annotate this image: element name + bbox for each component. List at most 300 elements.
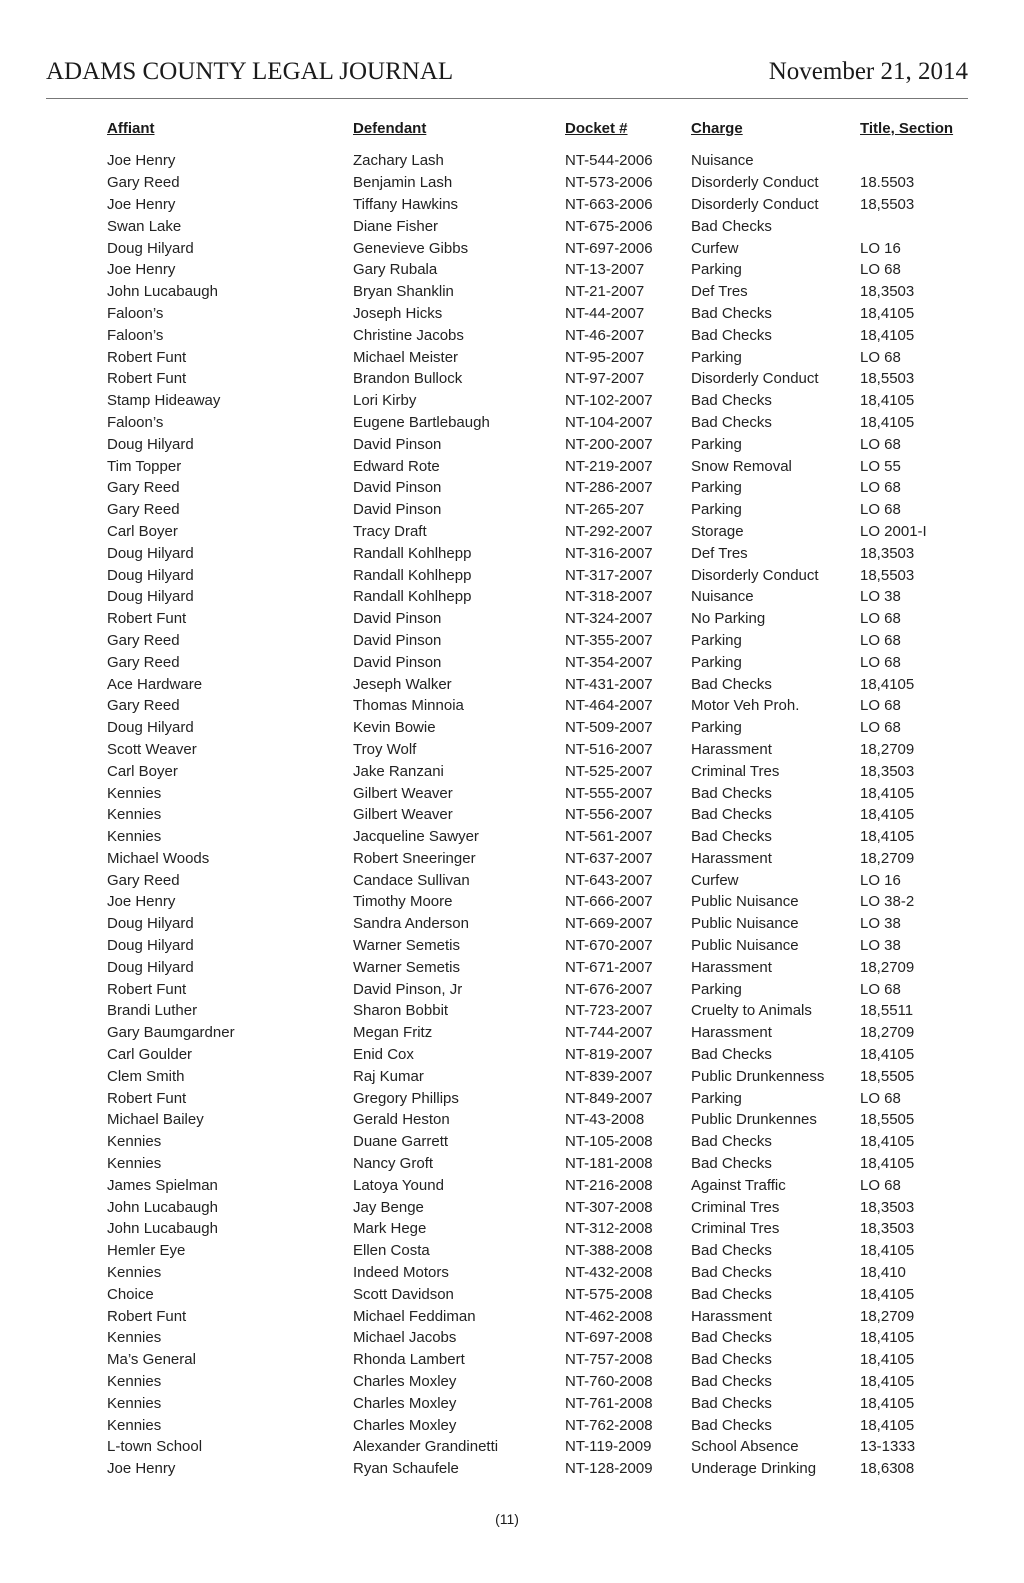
table-row: [107, 1000, 960, 1022]
charge-cell: Harassment: [691, 849, 772, 867]
affiant-cell: John Lucabaugh: [107, 1198, 218, 1216]
table-row: [107, 564, 960, 586]
table-row: [107, 477, 960, 499]
docket-cell: NT-675-2006: [565, 217, 653, 235]
table-row: [107, 848, 960, 870]
charge-cell: Harassment: [691, 1307, 772, 1325]
affiant-cell: James Spielman: [107, 1176, 218, 1194]
affiant-cell: Joe Henry: [107, 261, 176, 279]
defendant-cell: Genevieve Gibbs: [353, 239, 469, 257]
defendant-cell: Edward Rote: [353, 457, 440, 475]
docket-cell: NT-462-2008: [565, 1307, 653, 1325]
table-row: [107, 869, 960, 891]
defendant-cell: Bryan Shanklin: [353, 283, 454, 301]
table-row: [107, 586, 960, 608]
affiant-cell: Doug Hilyard: [107, 958, 194, 976]
table-row: [107, 782, 960, 804]
affiant-cell: Kennies: [107, 784, 162, 802]
affiant-cell: Carl Boyer: [107, 522, 178, 540]
affiant-cell: Swan Lake: [107, 217, 182, 235]
column-header-affiant: Affiant: [107, 120, 155, 137]
charge-cell: Def Tres: [691, 283, 748, 301]
table-row: [107, 608, 960, 630]
title-section-cell: 18,4105: [860, 1373, 915, 1391]
defendant-cell: David Pinson: [353, 479, 442, 497]
defendant-cell: Jake Ranzani: [353, 762, 444, 780]
docket-cell: NT-104-2007: [565, 413, 653, 431]
table-row: [107, 412, 960, 434]
docket-cell: NT-723-2007: [565, 1002, 653, 1020]
affiant-cell: Carl Goulder: [107, 1046, 193, 1064]
charge-cell: Bad Checks: [691, 1046, 772, 1064]
docket-cell: NT-316-2007: [565, 544, 653, 562]
docket-cell: NT-431-2007: [565, 675, 653, 693]
docket-cell: NT-216-2008: [565, 1176, 653, 1194]
charge-cell: Public Nuisance: [691, 915, 799, 933]
docket-cell: NT-819-2007: [565, 1046, 653, 1064]
title-section-cell: LO 16: [860, 871, 901, 889]
title-section-cell: LO 68: [860, 719, 901, 737]
journal-title: ADAMS COUNTY LEGAL JOURNAL: [46, 58, 454, 85]
charge-cell: Public Drunkenness: [691, 1067, 825, 1085]
title-section-cell: 18,3503: [860, 762, 915, 780]
docket-cell: NT-102-2007: [565, 392, 653, 410]
defendant-cell: Gregory Phillips: [353, 1089, 459, 1107]
affiant-cell: Kennies: [107, 1329, 162, 1347]
charge-cell: Bad Checks: [691, 1351, 772, 1369]
table-row: [107, 673, 960, 695]
docket-cell: NT-761-2008: [565, 1394, 653, 1412]
affiant-cell: Robert Funt: [107, 348, 187, 366]
title-section-cell: LO 38: [860, 937, 901, 955]
table-row: [107, 1022, 960, 1044]
defendant-cell: Warner Semetis: [353, 937, 460, 955]
title-section-cell: 18,4105: [860, 392, 915, 410]
affiant-cell: Gary Baumgardner: [107, 1024, 235, 1042]
title-section-cell: 18,5503: [860, 566, 915, 584]
title-section-cell: LO 38: [860, 588, 901, 606]
affiant-cell: Joe Henry: [107, 195, 176, 213]
table-row: [107, 215, 960, 237]
page-number: (11): [495, 1511, 519, 1527]
charge-cell: Parking: [691, 479, 742, 497]
docket-cell: NT-556-2007: [565, 806, 653, 824]
charge-cell: Bad Checks: [691, 1329, 772, 1347]
defendant-cell: Enid Cox: [353, 1046, 414, 1064]
masthead: [46, 58, 968, 99]
docket-cell: NT-669-2007: [565, 915, 653, 933]
title-section-cell: LO 2001-I: [860, 522, 927, 540]
defendant-cell: Randall Kohlhepp: [353, 544, 472, 562]
defendant-cell: Charles Moxley: [353, 1416, 457, 1434]
title-section-cell: LO 68: [860, 261, 901, 279]
table-row: [107, 651, 960, 673]
title-section-cell: 18,3503: [860, 283, 915, 301]
charge-cell: Bad Checks: [691, 806, 772, 824]
table-row: [107, 1174, 960, 1196]
affiant-cell: Kennies: [107, 1264, 162, 1282]
affiant-cell: Robert Funt: [107, 980, 187, 998]
defendant-cell: Troy Wolf: [353, 740, 417, 758]
affiant-cell: Doug Hilyard: [107, 566, 194, 584]
charge-cell: Storage: [691, 522, 744, 540]
records-table: [107, 120, 960, 1480]
table-row: [107, 739, 960, 761]
docket-cell: NT-643-2007: [565, 871, 653, 889]
table-row: [107, 695, 960, 717]
defendant-cell: Alexander Grandinetti: [353, 1438, 499, 1456]
defendant-cell: David Pinson: [353, 501, 442, 519]
affiant-cell: Faloon’s: [107, 413, 164, 431]
affiant-cell: L-town School: [107, 1438, 203, 1456]
docket-cell: NT-46-2007: [565, 326, 645, 344]
affiant-cell: Scott Weaver: [107, 740, 197, 758]
title-section-cell: LO 68: [860, 1176, 901, 1194]
affiant-cell: Kennies: [107, 1133, 162, 1151]
docket-cell: NT-849-2007: [565, 1089, 653, 1107]
defendant-cell: David Pinson: [353, 653, 442, 671]
defendant-cell: Zachary Lash: [353, 152, 444, 170]
title-section-cell: 18,3503: [860, 1220, 915, 1238]
docket-cell: NT-432-2008: [565, 1264, 653, 1282]
table-row: [107, 1262, 960, 1284]
charge-cell: Def Tres: [691, 544, 748, 562]
title-section-cell: 18,5505: [860, 1111, 915, 1129]
title-section-cell: 18,4105: [860, 1329, 915, 1347]
table-row: [107, 826, 960, 848]
title-section-cell: 18,4105: [860, 326, 915, 344]
charge-cell: Bad Checks: [691, 413, 772, 431]
defendant-cell: Gilbert Weaver: [353, 784, 453, 802]
table-row: [107, 1458, 960, 1480]
affiant-cell: Robert Funt: [107, 1307, 187, 1325]
defendant-cell: Joseph Hicks: [353, 304, 443, 322]
docket-cell: NT-43-2008: [565, 1111, 645, 1129]
affiant-cell: Robert Funt: [107, 1089, 187, 1107]
charge-cell: Bad Checks: [691, 1285, 772, 1303]
charge-cell: Bad Checks: [691, 392, 772, 410]
charge-cell: Motor Veh Proh.: [691, 697, 800, 715]
affiant-cell: Kennies: [107, 1373, 162, 1391]
defendant-cell: Randall Kohlhepp: [353, 588, 472, 606]
affiant-cell: Kennies: [107, 1394, 162, 1412]
charge-cell: Bad Checks: [691, 304, 772, 322]
charge-cell: Nuisance: [691, 152, 754, 170]
charge-cell: Bad Checks: [691, 1394, 772, 1412]
affiant-cell: Robert Funt: [107, 610, 187, 628]
defendant-cell: Candace Sullivan: [353, 871, 470, 889]
title-section-cell: 18,4105: [860, 828, 915, 846]
docket-cell: NT-555-2007: [565, 784, 653, 802]
title-section-cell: 18,4105: [860, 1416, 915, 1434]
defendant-cell: Warner Semetis: [353, 958, 460, 976]
affiant-cell: Joe Henry: [107, 152, 176, 170]
affiant-cell: Stamp Hideaway: [107, 392, 221, 410]
docket-cell: NT-666-2007: [565, 893, 653, 911]
title-section-cell: 18,2709: [860, 740, 915, 758]
charge-cell: No Parking: [691, 610, 766, 628]
table-row: [107, 172, 960, 194]
docket-cell: NT-573-2006: [565, 174, 653, 192]
title-section-cell: 18,2709: [860, 1024, 915, 1042]
defendant-cell: Sandra Anderson: [353, 915, 469, 933]
table-row: [107, 1087, 960, 1109]
defendant-cell: Gerald Heston: [353, 1111, 450, 1129]
table-row: [107, 1218, 960, 1240]
defendant-cell: Robert Sneeringer: [353, 849, 476, 867]
defendant-cell: Raj Kumar: [353, 1067, 424, 1085]
docket-cell: NT-697-2006: [565, 239, 653, 257]
table-row: [107, 978, 960, 1000]
docket-cell: NT-839-2007: [565, 1067, 653, 1085]
table-row: [107, 804, 960, 826]
title-section-cell: 18,5503: [860, 370, 915, 388]
affiant-cell: John Lucabaugh: [107, 283, 218, 301]
table-row: [107, 433, 960, 455]
docket-cell: NT-697-2008: [565, 1329, 653, 1347]
affiant-cell: Gary Reed: [107, 174, 180, 192]
affiant-cell: Gary Reed: [107, 697, 180, 715]
affiant-cell: Doug Hilyard: [107, 937, 194, 955]
affiant-cell: Ace Hardware: [107, 675, 203, 693]
affiant-cell: Faloon’s: [107, 304, 164, 322]
table-row: [107, 891, 960, 913]
affiant-cell: Kennies: [107, 828, 162, 846]
charge-cell: Disorderly Conduct: [691, 566, 819, 584]
defendant-cell: David Pinson: [353, 610, 442, 628]
affiant-cell: Faloon’s: [107, 326, 164, 344]
charge-cell: School Absence: [691, 1438, 799, 1456]
charge-cell: Against Traffic: [691, 1176, 786, 1194]
charge-cell: Bad Checks: [691, 1133, 772, 1151]
title-section-cell: [860, 215, 960, 237]
table-row: [107, 237, 960, 259]
docket-cell: NT-317-2007: [565, 566, 653, 584]
defendant-cell: Brandon Bullock: [353, 370, 463, 388]
table-row: [107, 1305, 960, 1327]
charge-cell: Parking: [691, 653, 742, 671]
affiant-cell: Doug Hilyard: [107, 435, 194, 453]
docket-cell: NT-13-2007: [565, 261, 645, 279]
charge-cell: Public Drunkennes: [691, 1111, 817, 1129]
affiant-cell: Choice: [107, 1285, 154, 1303]
docket-cell: NT-762-2008: [565, 1416, 653, 1434]
charge-cell: Parking: [691, 980, 742, 998]
title-section-cell: LO 16: [860, 239, 901, 257]
affiant-cell: Gary Reed: [107, 653, 180, 671]
title-section-cell: LO 68: [860, 479, 901, 497]
docket-cell: NT-292-2007: [565, 522, 653, 540]
docket-cell: NT-219-2007: [565, 457, 653, 475]
table-row: [107, 346, 960, 368]
docket-cell: NT-388-2008: [565, 1242, 653, 1260]
defendant-cell: Megan Fritz: [353, 1024, 433, 1042]
journal-date: November 21, 2014: [768, 58, 968, 85]
table-row: [107, 1065, 960, 1087]
docket-cell: NT-354-2007: [565, 653, 653, 671]
table-row: [107, 935, 960, 957]
title-section-cell: 18,2709: [860, 958, 915, 976]
title-section-cell: LO 68: [860, 348, 901, 366]
affiant-cell: Brandi Luther: [107, 1002, 198, 1020]
docket-cell: NT-637-2007: [565, 849, 653, 867]
column-header-defendant: Defendant: [353, 120, 427, 137]
defendant-cell: Jay Benge: [353, 1198, 424, 1216]
charge-cell: Parking: [691, 348, 742, 366]
defendant-cell: David Pinson, Jr: [353, 980, 463, 998]
affiant-cell: Gary Reed: [107, 501, 180, 519]
affiant-cell: Gary Reed: [107, 479, 180, 497]
docket-cell: NT-318-2007: [565, 588, 653, 606]
charge-cell: Criminal Tres: [691, 762, 780, 780]
table-row: [107, 1240, 960, 1262]
defendant-cell: Randall Kohlhepp: [353, 566, 472, 584]
docket-cell: NT-671-2007: [565, 958, 653, 976]
affiant-cell: Kennies: [107, 1416, 162, 1434]
defendant-cell: Tracy Draft: [353, 522, 427, 540]
title-section-cell: 18,410: [860, 1264, 906, 1282]
column-header-title-section: Title, Section: [860, 120, 954, 137]
table-row: [107, 1327, 960, 1349]
table-row: [107, 760, 960, 782]
title-section-cell: 18,4105: [860, 1285, 915, 1303]
defendant-cell: Latoya Yound: [353, 1176, 444, 1194]
defendant-cell: David Pinson: [353, 631, 442, 649]
docket-cell: NT-181-2008: [565, 1155, 653, 1173]
header-row: [107, 120, 960, 150]
table-row: [107, 390, 960, 412]
affiant-cell: Doug Hilyard: [107, 544, 194, 562]
charge-cell: Harassment: [691, 1024, 772, 1042]
affiant-cell: Kennies: [107, 1155, 162, 1173]
docket-cell: NT-544-2006: [565, 152, 653, 170]
title-section-cell: LO 68: [860, 501, 901, 519]
charge-cell: Cruelty to Animals: [691, 1002, 812, 1020]
title-section-cell: LO 55: [860, 457, 901, 475]
charge-cell: Parking: [691, 501, 742, 519]
table-row: [107, 542, 960, 564]
table-row: [107, 1392, 960, 1414]
title-section-cell: 18,2709: [860, 1307, 915, 1325]
defendant-cell: Jeseph Walker: [353, 675, 452, 693]
docket-cell: NT-663-2006: [565, 195, 653, 213]
charge-cell: Bad Checks: [691, 1416, 772, 1434]
table-row: [107, 1044, 960, 1066]
column-header-docket: Docket #: [565, 120, 628, 137]
title-section-cell: LO 68: [860, 1089, 901, 1107]
defendant-cell: Nancy Groft: [353, 1155, 434, 1173]
defendant-cell: Ryan Schaufele: [353, 1460, 459, 1478]
title-section-cell: [860, 150, 960, 172]
table-row: [107, 1131, 960, 1153]
docket-cell: NT-119-2009: [565, 1438, 652, 1456]
table-row: [107, 1109, 960, 1131]
table-row: [107, 717, 960, 739]
docket-cell: NT-324-2007: [565, 610, 653, 628]
docket-cell: NT-757-2008: [565, 1351, 653, 1369]
charge-cell: Bad Checks: [691, 1264, 772, 1282]
title-section-cell: LO 68: [860, 631, 901, 649]
charge-cell: Parking: [691, 631, 742, 649]
docket-cell: NT-760-2008: [565, 1373, 653, 1391]
affiant-cell: Michael Bailey: [107, 1111, 204, 1129]
affiant-cell: Kennies: [107, 806, 162, 824]
defendant-cell: Charles Moxley: [353, 1394, 457, 1412]
charge-cell: Bad Checks: [691, 1242, 772, 1260]
defendant-cell: Duane Garrett: [353, 1133, 449, 1151]
charge-cell: Harassment: [691, 958, 772, 976]
defendant-cell: Scott Davidson: [353, 1285, 454, 1303]
table-row: [107, 1436, 960, 1458]
docket-cell: NT-525-2007: [565, 762, 653, 780]
charge-cell: Snow Removal: [691, 457, 792, 475]
title-section-cell: 18,4105: [860, 1133, 915, 1151]
title-section-cell: 18,4105: [860, 806, 915, 824]
affiant-cell: John Lucabaugh: [107, 1220, 218, 1238]
defendant-cell: Indeed Motors: [353, 1264, 449, 1282]
defendant-cell: Rhonda Lambert: [353, 1351, 465, 1369]
charge-cell: Bad Checks: [691, 1155, 772, 1173]
title-section-cell: LO 68: [860, 435, 901, 453]
defendant-cell: David Pinson: [353, 435, 442, 453]
defendant-cell: Benjamin Lash: [353, 174, 453, 192]
title-section-cell: LO 68: [860, 610, 901, 628]
title-section-cell: LO 38: [860, 915, 901, 933]
table-row: [107, 913, 960, 935]
charge-cell: Curfew: [691, 871, 739, 889]
charge-cell: Bad Checks: [691, 217, 772, 235]
docket-cell: NT-312-2008: [565, 1220, 653, 1238]
charge-cell: Bad Checks: [691, 1373, 772, 1391]
title-section-cell: 18,4105: [860, 1242, 915, 1260]
docket-cell: NT-516-2007: [565, 740, 653, 758]
charge-cell: Disorderly Conduct: [691, 174, 819, 192]
title-section-cell: 18,4105: [860, 1394, 915, 1412]
table-row: [107, 368, 960, 390]
title-section-cell: 18,5503: [860, 195, 915, 213]
affiant-cell: Hemler Eye: [107, 1242, 186, 1260]
docket-cell: NT-21-2007: [565, 283, 645, 301]
charge-cell: Bad Checks: [691, 828, 772, 846]
records-body: [107, 150, 960, 1480]
charge-cell: Bad Checks: [691, 784, 772, 802]
affiant-cell: Joe Henry: [107, 893, 176, 911]
title-section-cell: 13-1333: [860, 1438, 916, 1456]
defendant-cell: Tiffany Hawkins: [353, 195, 459, 213]
charge-cell: Bad Checks: [691, 326, 772, 344]
docket-cell: NT-676-2007: [565, 980, 653, 998]
table-row: [107, 281, 960, 303]
affiant-cell: Robert Funt: [107, 370, 187, 388]
defendant-cell: Ellen Costa: [353, 1242, 430, 1260]
defendant-cell: Sharon Bobbit: [353, 1002, 449, 1020]
affiant-cell: Tim Topper: [107, 457, 182, 475]
charge-cell: Disorderly Conduct: [691, 195, 819, 213]
charge-cell: Bad Checks: [691, 675, 772, 693]
charge-cell: Nuisance: [691, 588, 754, 606]
affiant-cell: Michael Woods: [107, 849, 210, 867]
docket-cell: NT-509-2007: [565, 719, 653, 737]
table-row: [107, 1349, 960, 1371]
affiant-cell: Carl Boyer: [107, 762, 178, 780]
table-row: [107, 1196, 960, 1218]
defendant-cell: Mark Hege: [353, 1220, 427, 1238]
affiant-cell: Gary Reed: [107, 631, 180, 649]
defendant-cell: Gary Rubala: [353, 261, 438, 279]
defendant-cell: Gilbert Weaver: [353, 806, 453, 824]
table-row: [107, 150, 960, 172]
defendant-cell: Eugene Bartlebaugh: [353, 413, 490, 431]
